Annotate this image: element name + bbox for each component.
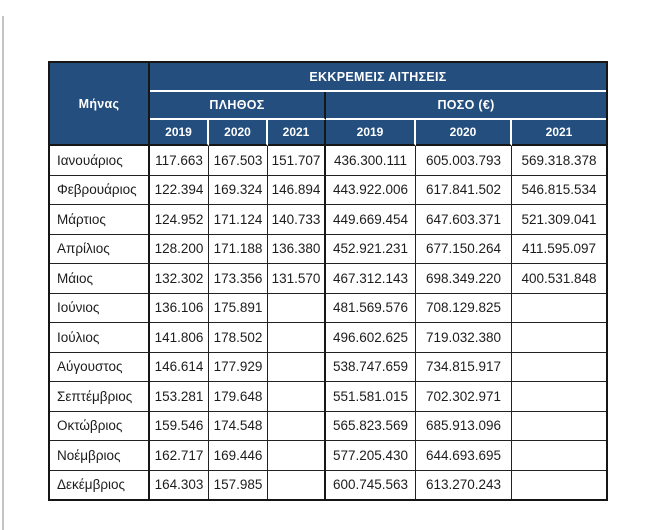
amount-2021-cell: 546.815.534 <box>512 176 606 206</box>
amount-2020-cell: 644.693.695 <box>416 441 512 471</box>
month-cell: Νοέμβριος <box>50 441 150 471</box>
amount-2019-cell: 443.922.006 <box>326 176 416 206</box>
table-header <box>50 63 606 146</box>
pending-applications-table <box>48 61 608 501</box>
count-2020-cell: 179.648 <box>209 382 268 412</box>
count-2020-cell: 174.548 <box>209 412 268 442</box>
amount-2020-cell: 708.129.825 <box>416 294 512 324</box>
count-2020-cell: 157.985 <box>209 471 268 500</box>
count-2021-cell: 136.380 <box>268 235 326 265</box>
header-group-count: ΠΛΗΘΟΣ <box>150 92 326 120</box>
amount-2021-cell: 569.318.378 <box>512 146 606 176</box>
count-2019-cell: 132.302 <box>150 264 209 294</box>
month-cell: Οκτώβριος <box>50 412 150 442</box>
month-cell: Μάρτιος <box>50 205 150 235</box>
month-cell: Ιούλιος <box>50 323 150 353</box>
amount-2020-cell: 719.032.380 <box>416 323 512 353</box>
month-cell: Αύγουστος <box>50 353 150 383</box>
amount-2019-cell: 538.747.659 <box>326 353 416 383</box>
amount-2020-cell: 734.815.917 <box>416 353 512 383</box>
amount-2020-cell: 702.302.971 <box>416 382 512 412</box>
count-2020-cell: 177.929 <box>209 353 268 383</box>
count-2020-cell: 171.188 <box>209 235 268 265</box>
month-cell: Απρίλιος <box>50 235 150 265</box>
table-row <box>50 412 606 442</box>
count-2019-cell: 122.394 <box>150 176 209 206</box>
count-2021-cell <box>268 441 326 471</box>
count-2021-cell <box>268 294 326 324</box>
count-2019-cell: 146.614 <box>150 353 209 383</box>
amount-2021-cell <box>512 353 606 383</box>
count-2021-cell <box>268 382 326 412</box>
amount-2019-cell: 577.205.430 <box>326 441 416 471</box>
count-2019-cell: 128.200 <box>150 235 209 265</box>
count-2020-cell: 175.891 <box>209 294 268 324</box>
count-2021-cell <box>268 323 326 353</box>
amount-2021-cell <box>512 294 606 324</box>
table-row <box>50 353 606 383</box>
amount-2019-cell: 551.581.015 <box>326 382 416 412</box>
count-2021-cell <box>268 471 326 500</box>
count-2020-cell: 169.446 <box>209 441 268 471</box>
count-2020-cell: 169.324 <box>209 176 268 206</box>
amount-2021-cell: 411.595.097 <box>512 235 606 265</box>
count-2020-cell: 171.124 <box>209 205 268 235</box>
amount-2019-cell: 452.921.231 <box>326 235 416 265</box>
month-cell: Δεκέμβριος <box>50 471 150 500</box>
count-2020-cell: 178.502 <box>209 323 268 353</box>
count-2020-cell: 173.356 <box>209 264 268 294</box>
amount-2020-cell: 677.150.264 <box>416 235 512 265</box>
amount-2019-cell: 565.823.569 <box>326 412 416 442</box>
table-row <box>50 205 606 235</box>
amount-2020-cell: 647.603.371 <box>416 205 512 235</box>
amount-2020-cell: 617.841.502 <box>416 176 512 206</box>
count-2019-cell: 153.281 <box>150 382 209 412</box>
header-year-count-2020: 2020 <box>209 120 268 146</box>
header-year-amount-2021: 2021 <box>512 120 606 146</box>
amount-2021-cell <box>512 412 606 442</box>
count-2021-cell <box>268 412 326 442</box>
count-2021-cell <box>268 353 326 383</box>
amount-2020-cell: 698.349.220 <box>416 264 512 294</box>
amount-2021-cell <box>512 471 606 500</box>
table-row <box>50 323 606 353</box>
amount-2021-cell: 400.531.848 <box>512 264 606 294</box>
count-2021-cell: 131.570 <box>268 264 326 294</box>
amount-2019-cell: 600.745.563 <box>326 471 416 500</box>
header-year-count-2021: 2021 <box>268 120 326 146</box>
month-cell: Μάιος <box>50 264 150 294</box>
table-row <box>50 294 606 324</box>
count-2019-cell: 124.952 <box>150 205 209 235</box>
amount-2021-cell: 521.309.041 <box>512 205 606 235</box>
page-edge-line <box>2 16 4 530</box>
amount-2020-cell: 605.003.793 <box>416 146 512 176</box>
count-2019-cell: 159.546 <box>150 412 209 442</box>
amount-2020-cell: 613.270.243 <box>416 471 512 500</box>
header-year-amount-2019: 2019 <box>326 120 416 146</box>
month-cell: Σεπτέμβριος <box>50 382 150 412</box>
count-2019-cell: 141.806 <box>150 323 209 353</box>
table-row <box>50 264 606 294</box>
count-2019-cell: 117.663 <box>150 146 209 176</box>
amount-2019-cell: 436.300.111 <box>326 146 416 176</box>
count-2019-cell: 136.106 <box>150 294 209 324</box>
amount-2021-cell <box>512 382 606 412</box>
count-2020-cell: 167.503 <box>209 146 268 176</box>
pending-applications-table-wrapper <box>48 61 608 501</box>
month-cell: Φεβρουάριος <box>50 176 150 206</box>
table-body <box>50 146 606 499</box>
table-row <box>50 382 606 412</box>
amount-2021-cell <box>512 323 606 353</box>
amount-2019-cell: 449.669.454 <box>326 205 416 235</box>
header-year-amount-2020: 2020 <box>416 120 512 146</box>
count-2021-cell: 140.733 <box>268 205 326 235</box>
amount-2021-cell <box>512 441 606 471</box>
table-row <box>50 176 606 206</box>
amount-2019-cell: 496.602.625 <box>326 323 416 353</box>
count-2019-cell: 164.303 <box>150 471 209 500</box>
header-group-amount: ΠΟΣΟ (€) <box>326 92 606 120</box>
header-year-count-2019: 2019 <box>150 120 209 146</box>
amount-2020-cell: 685.913.096 <box>416 412 512 442</box>
table-row <box>50 235 606 265</box>
table-row <box>50 441 606 471</box>
amount-2019-cell: 467.312.143 <box>326 264 416 294</box>
count-2019-cell: 162.717 <box>150 441 209 471</box>
count-2021-cell: 146.894 <box>268 176 326 206</box>
header-title-pending-applications: ΕΚΚΡΕΜΕΙΣ ΑΙΤΗΣΕΙΣ <box>150 63 606 92</box>
month-cell: Ιούνιος <box>50 294 150 324</box>
count-2021-cell: 151.707 <box>268 146 326 176</box>
table-row <box>50 146 606 176</box>
month-cell: Ιανουάριος <box>50 146 150 176</box>
table-row <box>50 471 606 500</box>
header-month: Μήνας <box>50 63 150 146</box>
amount-2019-cell: 481.569.576 <box>326 294 416 324</box>
